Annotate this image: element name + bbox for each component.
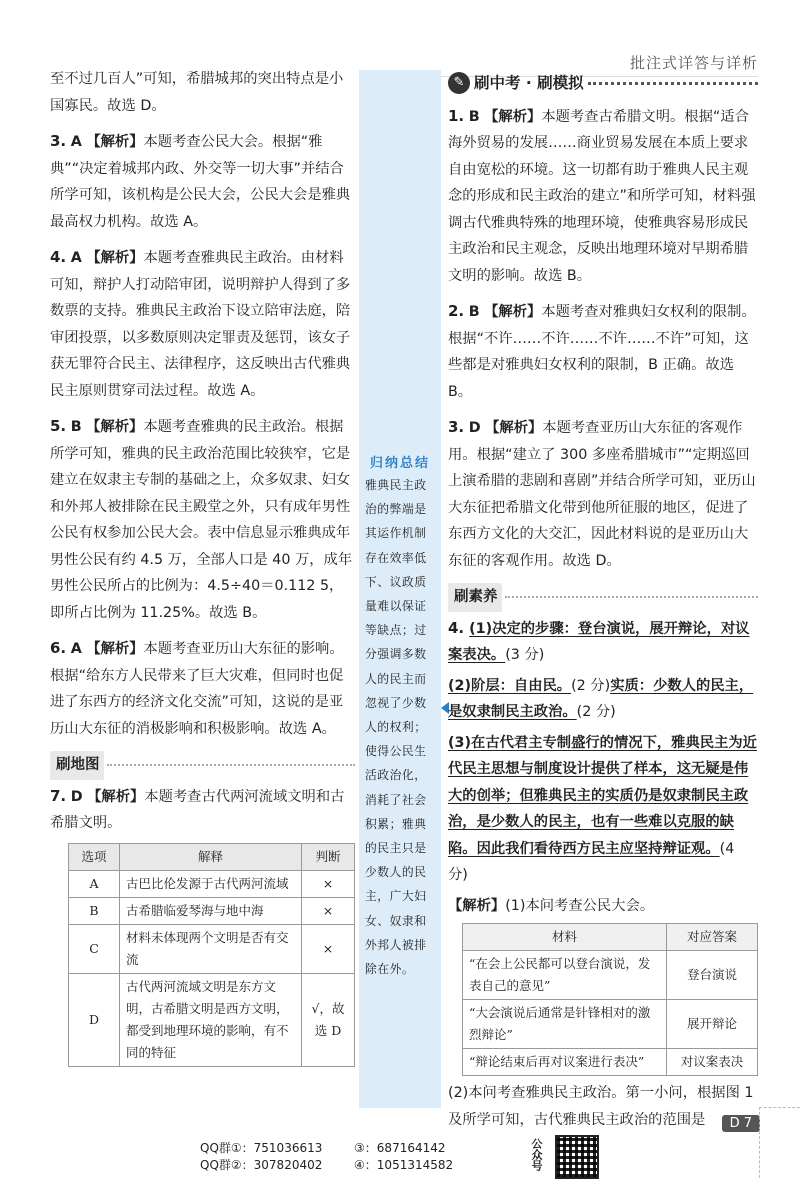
q4-part1: 4. (1)决定的步骤：登台演说，展开辩论，对议案表决。(3 分) (448, 618, 750, 663)
table-row: D 古代两河流域文明是东方文明，古希腊文明是西方文明，都受到地理环境的影响，有不同的特征 √，故选 D (69, 973, 355, 1066)
table-header: 判断 (302, 843, 355, 870)
right-column (448, 70, 758, 1142)
table-header: 选项 (69, 843, 120, 870)
table-row: “在会上公民都可以登台演说，发表自己的意见” 登台演说 (463, 951, 758, 1000)
summary-text: 雅典民主政治的弊端是其运作机制存在效率低下、议政质量难以保证等缺点；过分强调多数人的民主而忽视了少数人的权利；使得公民生活政治化，消耗了社会积累；雅典的民主只是少数人的民主，广大妇女、奴隶和外邦人被排除在外。 (365, 478, 427, 977)
table-row: “大会演说后通常是针锋相对的激烈辩论” 展开辩论 (463, 1000, 758, 1049)
qq-group-number: 1051314582 (376, 1158, 454, 1172)
answer-item-3-right: 3. D 【解析】本题考查亚历山大东征的客观作用。根据“建立了 300 多座希腊城市”“定期巡回上演希腊的悲剧和喜剧”并结合所学可知，亚历山大东征把希腊文化带到他所征服的地区，促进了东西方文化的大交汇，因此材料说的是亚历山大东征的客观作用。故选 D。 (448, 418, 756, 569)
table-row: A 古巴比伦发源于古代两河流域 × (69, 870, 355, 897)
summary-title: 归纳总结 (369, 456, 430, 471)
qr-caption: 公众号 (530, 1138, 543, 1171)
exam-banner: ✎ 刷中考 · 刷模拟 (448, 70, 758, 97)
qq-group-label: ③： (354, 1141, 377, 1155)
answer-item-4: 4. A 【解析】本题考查雅典民主政治。由材料可知，辩护人打动陪审团，说明辩护人得到了多数票的支持。雅典民主政治下设立陪审法庭，陪审团投票，以多数原则决定罪责及惩罚，该女子获无罪符合民主、法律程序，这反映出古代雅典民主原则贯穿司法过程。故选 A。 (50, 248, 351, 399)
qq-group-number: 687164142 (376, 1141, 446, 1155)
table-row: “辩论结束后再对议案进行表决” 对议案表决 (463, 1049, 758, 1076)
left-column (50, 66, 355, 1067)
table-header: 对应答案 (667, 924, 758, 951)
header-title: 批注式详答与详析 (629, 54, 758, 72)
answer-item-5: 5. B 【解析】本题考查雅典的民主政治。根据所学可知，雅典的民主政治范围比较狭窄，它是建立在奴隶主专制的基础之上，众多奴隶、妇女和外邦人被排除在民主殿堂之外，只有成年男性公民有权参加公民大会。表中信息显示雅典成年男性公民有约 4.5 万，全部人口是 40 万，成年男性公民所占的比例为：4.5÷40＝0.112 5，即所占比例为 11.25%。故选 B。 (50, 417, 353, 621)
footer-contacts (200, 1140, 453, 1174)
page-corner-decoration (759, 1107, 800, 1178)
material-table (462, 923, 758, 1076)
qq-group-label: ④： (354, 1158, 377, 1172)
answer-item-7: 7. D 【解析】本题考查古代两河流域文明和古希腊文明。 (50, 786, 345, 831)
q4-part3: (3)在古代君主专制盛行的情况下，雅典民主为近代民主思想与制度设计提供了样本，这无疑是伟大的创举；但雅典民主的实质仍是奴隶制民主政治，是少数人的民主，也有一些难以克服的缺陷。因此我们看待西方民主应坚持辩证观。(4 分) (448, 734, 757, 883)
answer-item-2: 2. B 【解析】本题考查对雅典妇女权利的限制。根据“不许……不许……不许……不许”可知，这些都是对雅典妇女权利的限制，B 正确。故选 B。 (448, 302, 756, 400)
qr-code-icon[interactable] (555, 1135, 599, 1179)
table-row: C 材料未体现两个文明是否有交流 × (69, 924, 355, 973)
section-quality-banner: 刷素养 (448, 583, 758, 612)
qq-group-number: 751036613 (253, 1141, 323, 1155)
table-header: 材料 (463, 924, 667, 951)
intro-text: 至不过几百人”可知，希腊城邦的突出特点是小国寡民。故选 D。 (50, 71, 344, 114)
qq-group-label: QQ群②： (200, 1158, 254, 1172)
table-row: B 古希腊临爱琴海与地中海 × (69, 897, 355, 924)
qq-group-number: 307820402 (253, 1158, 323, 1172)
option-table (68, 843, 355, 1067)
section-map-banner: 刷地图 (50, 751, 355, 780)
summary-sidebar (359, 70, 441, 1108)
q4-part2: (2)阶层：自由民。(2 分)实质：少数人的民主，是奴隶制民主政治。(2 分) (448, 677, 754, 720)
qq-group-label: QQ群①： (200, 1141, 254, 1155)
q4-analysis-1: 【解析】(1)本问考查公民大会。 (448, 897, 655, 914)
table-header: 解释 (120, 843, 302, 870)
answer-item-3: 3. A 【解析】本题考查公民大会。根据“雅典”“决定着城邦内政、外交等一切大事”并结合所学可知，该机构是公民大会，公民大会是雅典最高权力机构。故选 A。 (50, 132, 351, 230)
q4-analysis-2: (2)本问考查雅典民主政治。第一小问，根据图 1 及所学可知，古代雅典民主政治的范围是 (448, 1085, 754, 1128)
pencil-icon: ✎ (448, 72, 470, 94)
page-number: D 7 (722, 1115, 760, 1132)
answer-item-1: 1. B 【解析】本题考查古希腊文明。根据“适合海外贸易的发展……商业贸易发展在本质上要求自由宽松的环境。这一切都有助于雅典人民主观念的形成和民主政治的建立”和所学可知，材料强调古代雅典特殊的地理环境，使雅典容易形成民主政治和民主观念，反映出地理环境对早期希腊文明的影响。故选 B。 (448, 106, 756, 284)
answer-item-6: 6. A 【解析】本题考查亚历山大东征的影响。根据“给东方人民带来了巨大灾难，但同时也促进了东西方的经济文化交流”可知，这说的是亚历山大东征的消极影响和积极影响。故选 A。 (50, 639, 344, 737)
